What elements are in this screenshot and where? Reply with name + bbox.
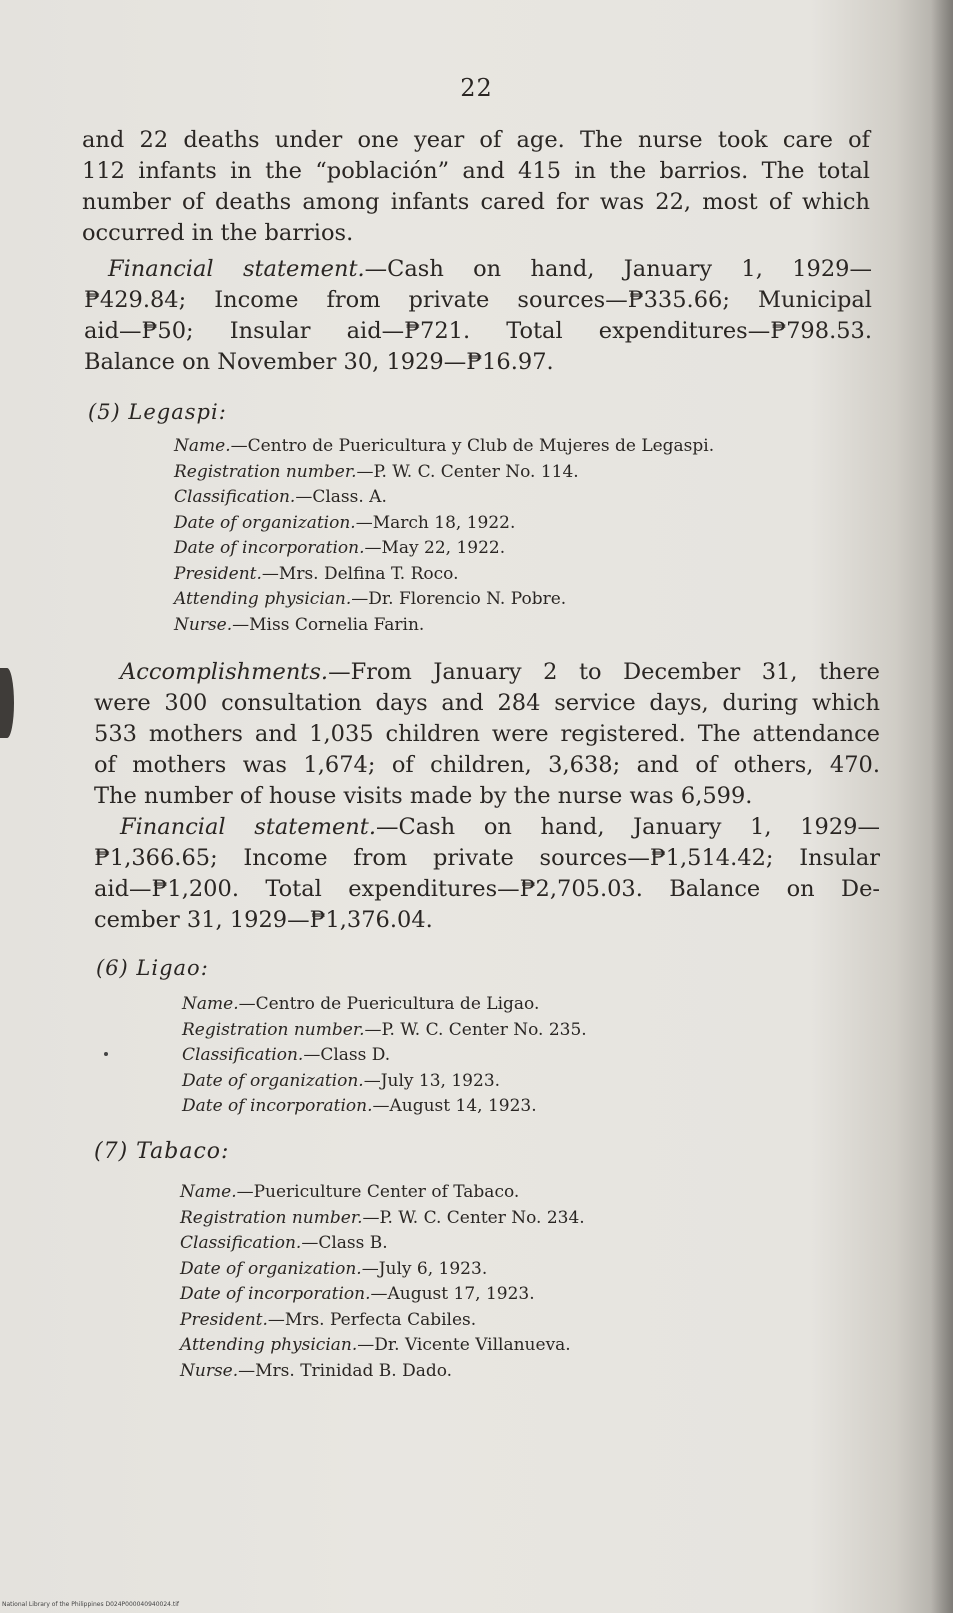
text-line: were 300 consultation days and 284 service days, during which [94,690,880,716]
text-line: Balance on November 30, 1929—₱16.97. [84,349,554,375]
detail-entry [174,434,714,460]
detail-label: Registration number. [174,461,357,482]
text-line: of mothers was 1,674; of children, 3,638; and of others, 470. [94,752,880,778]
detail-label: Name. [180,1182,237,1202]
text-line: cember 31, 1929—₱1,376.04. [94,907,433,933]
detail-label: Classification. [182,1045,304,1065]
detail-value: —Miss Cornelia Farin. [232,614,425,635]
text-line: occurred in the barrios. [82,220,354,246]
detail-value: —May 22, 1922. [364,538,506,558]
text-line: aid—₱50; Insular aid—₱721. Total expenditures—₱798.53. [84,318,872,344]
financial-statement-paragraph [84,254,872,378]
ligao-details [182,992,587,1120]
detail-label: Date of incorporation. [174,538,365,558]
detail-value: —Puericulture Center of Tabaco. [236,1182,520,1202]
detail-label: President. [174,563,262,584]
financial-statement-paragraph [94,812,880,936]
detail-entry [180,1282,585,1308]
detail-entry [180,1308,585,1334]
detail-value: —Class D. [303,1045,391,1065]
text-line: and 22 deaths under one year of age. The nurse took care of [82,127,870,153]
detail-value: —Centro de Puericultura de Ligao. [238,994,540,1014]
page-number: 22 [460,74,493,102]
detail-entry [180,1359,585,1385]
text-run: —From January 2 to December 31, there [328,659,880,685]
detail-label: Date of incorporation. [180,1284,371,1304]
scan-speck [104,1052,108,1056]
detail-label: Date of incorporation. [182,1096,373,1116]
detail-entry [182,1018,587,1044]
detail-entry [174,587,714,613]
accomplishments-paragraph [94,657,880,812]
detail-label: President. [180,1309,268,1330]
text-line: 533 mothers and 1,035 children were registered. The attendance [94,721,880,747]
text-line: 112 infants in the “población” and 415 in the barrios. The total [82,158,870,184]
intro-paragraph [82,125,870,249]
section-heading-ligao: (6) Ligao: [96,956,209,980]
run-in-heading: Financial statement. [108,256,365,282]
detail-entry [180,1257,585,1283]
detail-entry [174,536,714,562]
detail-entry [174,485,714,511]
text-line [94,657,880,688]
detail-value: —P. W. C. Center No. 114. [356,461,579,482]
detail-label: Name. [182,994,239,1014]
detail-value: —Mrs. Perfecta Cabiles. [267,1309,477,1330]
detail-label: Classification. [174,487,296,507]
legaspi-details [174,434,714,638]
text-line [84,254,872,285]
detail-entry [182,1069,587,1095]
text-line: number of deaths among infants cared for was 22, most of which [82,189,870,215]
detail-entry [182,992,587,1018]
detail-label: Date of organization. [182,1070,364,1091]
detail-label: Date of organization. [180,1258,362,1279]
detail-value: —August 17, 1923. [370,1284,535,1304]
detail-value: —August 14, 1923. [372,1096,537,1116]
detail-entry [182,1043,587,1069]
detail-value: —Dr. Vicente Villanueva. [357,1335,571,1355]
text-line: ₱1,366.65; Income from private sources—₱1,514.42; Insular [94,845,880,871]
detail-label: Attending physician. [180,1335,358,1355]
detail-value: —July 13, 1923. [363,1070,501,1091]
detail-value: —P. W. C. Center No. 235. [364,1019,587,1040]
run-in-heading: Financial statement. [120,814,376,840]
detail-value: —P. W. C. Center No. 234. [362,1207,585,1228]
detail-label: Registration number. [182,1019,365,1040]
text-run: —Cash on hand, January 1, 1929— [375,814,880,840]
detail-entry [180,1333,585,1359]
text-line: aid—₱1,200. Total expenditures—₱2,705.03. Balance on De- [94,876,880,902]
detail-value: —Class. A. [295,487,387,507]
text-run: —Cash on hand, January 1, 1929— [364,256,872,282]
detail-value: —March 18, 1922. [355,512,516,533]
text-line: The number of house visits made by the nurse was 6,599. [94,783,753,809]
section-heading-legaspi: (5) Legaspi: [88,400,227,424]
tabaco-details [180,1180,585,1384]
detail-label: Attending physician. [174,589,352,609]
scan-footer: National Library of the Philippines D024P000040940024.tif [2,1601,180,1608]
run-in-heading: Accomplishments. [120,659,329,685]
detail-label: Classification. [180,1233,302,1253]
text-line [94,812,880,843]
detail-entry [180,1231,585,1257]
detail-entry [182,1094,587,1120]
detail-entry [180,1206,585,1232]
detail-entry [174,511,714,537]
scan-blot [0,668,14,738]
detail-entry [174,613,714,639]
detail-label: Name. [174,436,231,456]
detail-entry [180,1180,585,1206]
detail-entry [174,562,714,588]
detail-label: Date of organization. [174,512,356,533]
detail-value: —Mrs. Delfina T. Roco. [261,563,459,584]
detail-value: —Dr. Florencio N. Pobre. [351,589,567,609]
detail-value: —Class B. [301,1233,388,1253]
detail-label: Nurse. [180,1360,239,1381]
detail-entry [174,460,714,486]
text-line: ₱429.84; Income from private sources—₱335.66; Municipal [84,287,872,313]
detail-value: —July 6, 1923. [361,1258,488,1279]
page-edge-shadow [931,0,953,1613]
detail-value: —Centro de Puericultura y Club de Mujeres de Legaspi. [230,436,715,456]
section-heading-tabaco: (7) Tabaco: [94,1139,230,1164]
detail-label: Nurse. [174,614,233,635]
detail-value: —Mrs. Trinidad B. Dado. [238,1360,453,1381]
detail-label: Registration number. [180,1207,363,1228]
